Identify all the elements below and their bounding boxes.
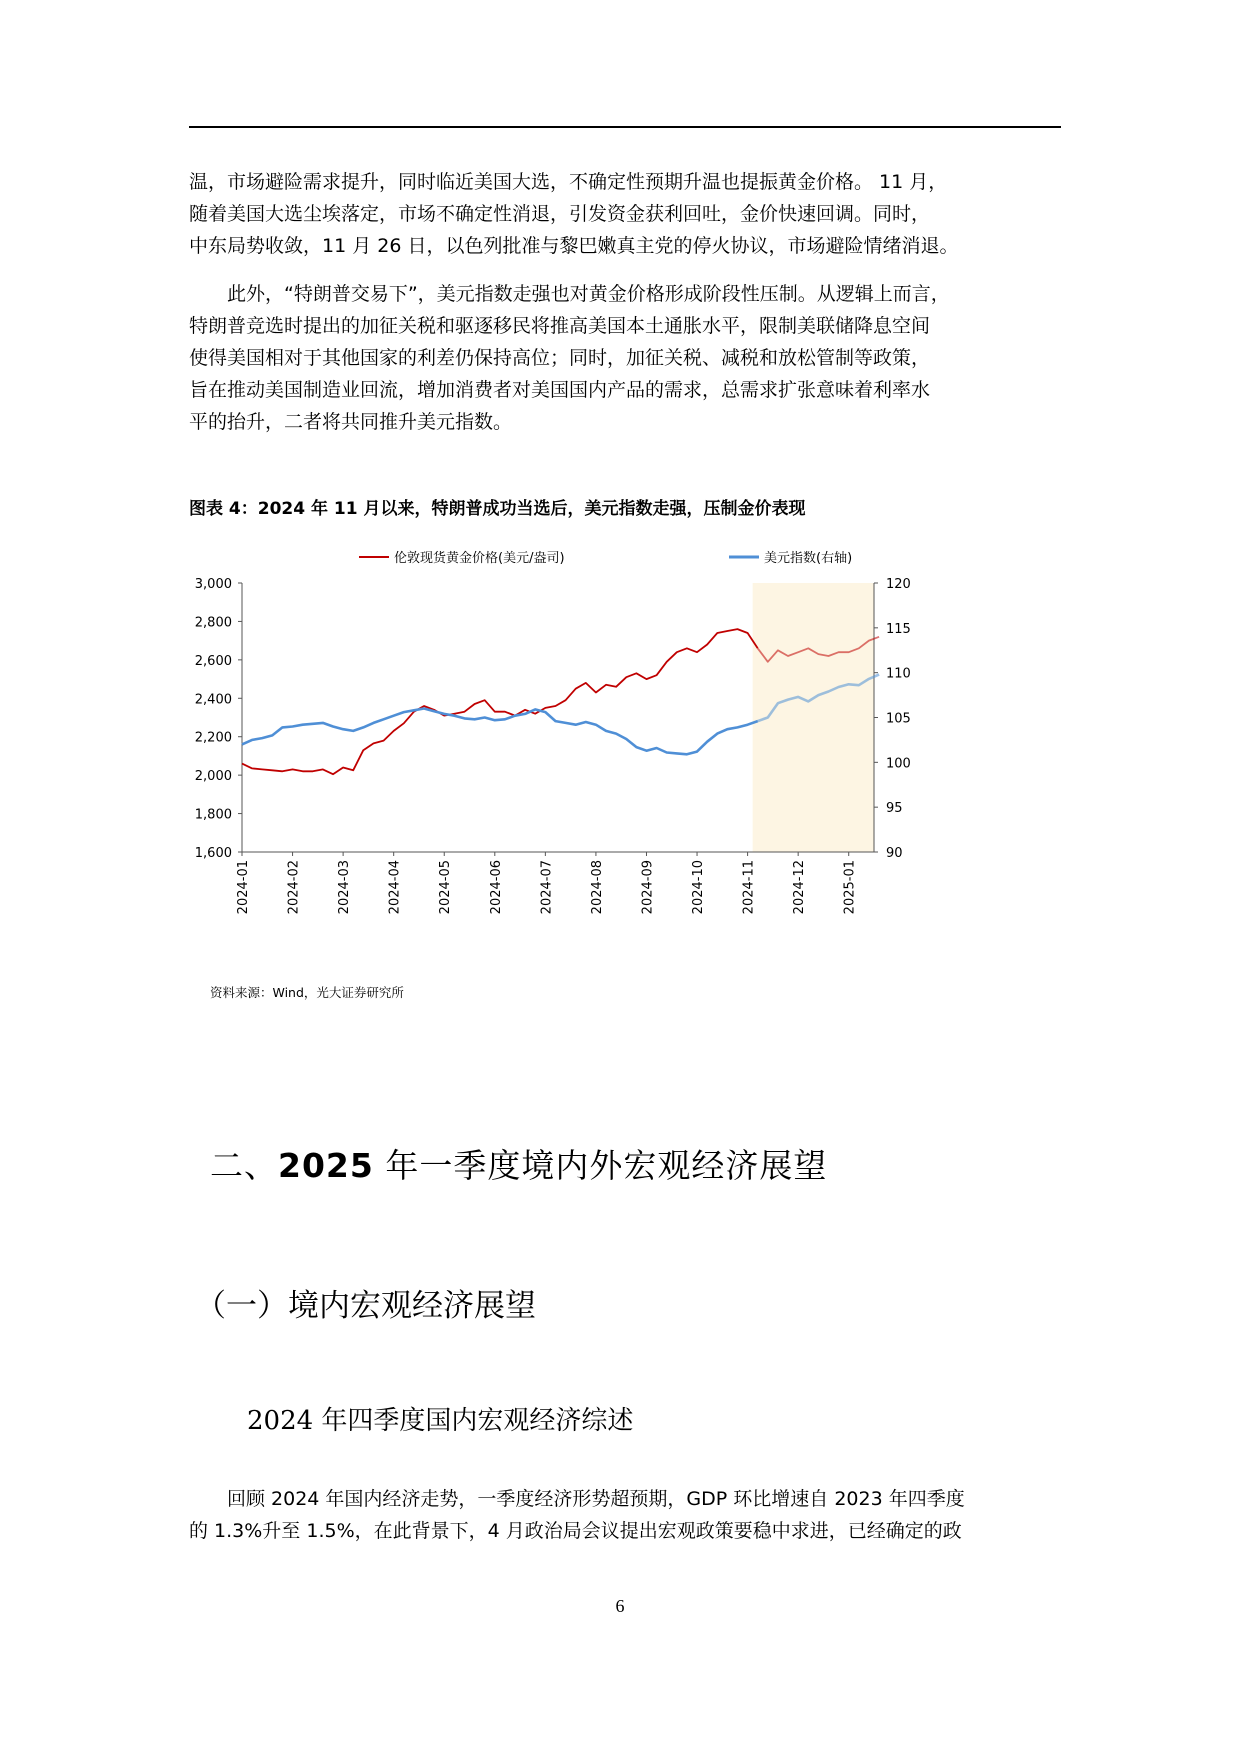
x-tick-label: 2024-11: [741, 860, 757, 915]
x-tick-label: 2024-04: [387, 860, 403, 915]
paragraph-line: 此外，“特朗普交易下”，美元指数走强也对黄金价格形成阶段性压制。从逻辑上而言，: [227, 283, 950, 305]
subsection-heading: （一）境内宏观经济展望: [195, 1288, 536, 1324]
legend-label-gold: 伦敦现货黄金价格(美元/盎司): [394, 551, 565, 566]
dollar-index-line: [242, 709, 758, 755]
y-left-tick-label: 2,400: [194, 692, 232, 708]
x-tick-label: 2024-01: [236, 860, 251, 915]
legend-label-dxy: 美元指数(右轴): [764, 551, 853, 566]
x-tick-label: 2024-06: [488, 860, 504, 915]
paragraph-line: 回顾 2024 年国内经济走势，一季度经济形势超预期，GDP 环比增速自 2023 年四季度: [227, 1488, 965, 1510]
x-tick-label: 2024-03: [337, 860, 353, 915]
section-heading-text: 年一季度境内外宏观经济展望: [373, 1146, 828, 1185]
y-right-tick-label: 110: [886, 666, 911, 682]
x-tick-label: 2024-12: [792, 860, 808, 915]
y-right-tick-label: 120: [886, 577, 911, 592]
y-left-tick-label: 2,200: [194, 730, 232, 746]
y-right-tick-label: 115: [886, 621, 911, 637]
paragraph-line: 的 1.3%升至 1.5%，在此背景下，4 月政治局会议提出宏观政策要稳中求进，已经确定的政: [189, 1520, 962, 1542]
x-tick-label: 2024-02: [286, 860, 302, 915]
figure-source: 资料来源：Wind，光大证券研究所: [210, 985, 404, 1000]
paragraph-line: 使得美国相对于其他国家的利差仍保持高位；同时，加征关税、减税和放松管制等政策，: [189, 347, 931, 369]
paragraph-line: 特朗普竞选时提出的加征关税和驱逐移民将推高美国本土通胀水平，限制美联储降息空间: [189, 315, 931, 337]
paragraph-line: 中东局势收敛，11 月 26 日，以色列批准与黎巴嫩真主党的停火协议，市场避险情绪消退。: [189, 235, 959, 257]
y-right-tick-label: 105: [886, 711, 911, 727]
y-left-tick-label: 1,600: [194, 846, 232, 861]
paragraph-line: 平的抬升，二者将共同推升美元指数。: [189, 411, 513, 433]
x-tick-label: 2024-07: [539, 860, 555, 915]
y-right-tick-label: 95: [886, 801, 903, 817]
y-left-tick-label: 2,600: [194, 653, 232, 669]
section-heading-year: 2025: [278, 1146, 374, 1185]
post-election-highlight: [753, 583, 874, 852]
y-right-tick-label: 90: [886, 846, 903, 861]
y-left-tick-label: 2,800: [194, 615, 232, 631]
sub-subsection-heading: 2024 年四季度国内宏观经济综述: [247, 1406, 634, 1436]
section-heading: [210, 1140, 827, 1187]
x-tick-label: 2024-05: [438, 860, 454, 915]
paragraph-trump-trade: [189, 278, 1061, 438]
figure-caption: 图表 4：2024 年 11 月以来，特朗普成功当选后，美元指数走强，压制金价表现: [189, 499, 806, 519]
y-left-tick-label: 2,000: [194, 769, 232, 785]
paragraph-line: 随着美国大选尘埃落定，市场不确定性消退，引发资金获利回吐，金价快速回调。同时，: [189, 203, 931, 225]
chart-legend: [359, 550, 852, 566]
y-left-tick-label: 1,800: [194, 807, 232, 823]
y-right-tick-label: 100: [886, 756, 911, 772]
y-left-tick-label: 3,000: [194, 577, 232, 592]
paragraph-line: 温，市场避险需求提升，同时临近美国大选，不确定性预期升温也提振黄金价格。 11 月，: [189, 171, 948, 193]
section-heading-prefix: 二、: [210, 1146, 278, 1185]
x-tick-label: 2024-09: [640, 860, 656, 915]
x-tick-label: 2025-01: [842, 860, 858, 915]
paragraph-review-2024: [189, 1483, 1061, 1547]
page-number: 6: [615, 1596, 625, 1616]
x-tick-label: 2024-08: [589, 860, 605, 915]
x-tick-label: 2024-10: [691, 860, 707, 915]
gold-vs-dollar-chart: [189, 540, 1029, 970]
paragraph-gold-volatility: [189, 166, 1061, 262]
header-rule: [189, 126, 1061, 128]
paragraph-line: 旨在推动美国制造业回流，增加消费者对美国国内产品的需求，总需求扩张意味着利率水: [189, 379, 931, 401]
